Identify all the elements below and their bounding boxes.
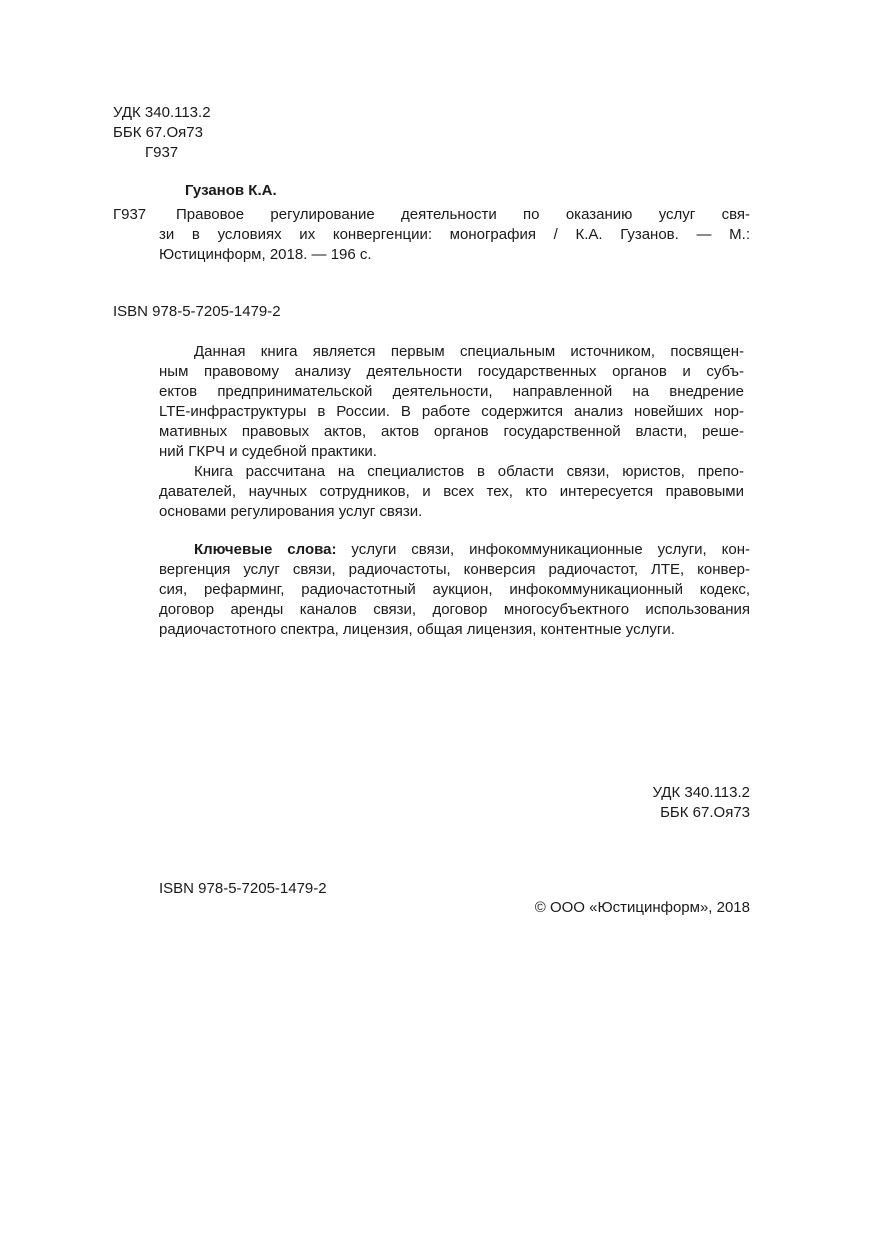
bbk-code: ББК 67.Оя73 [113,124,203,141]
abstract-line: мативных правовых актов, актов органов государственной власти, реше- [159,423,744,440]
footer-udk: УДК 340.113.2 [652,784,750,801]
abstract-line: Данная книга является первым специальным источником, посвящен- [194,343,744,360]
author-name: Гузанов К.А. [185,182,277,199]
entry-line-2: зи в условиях их конвергенции: монография / К.А. Гузанов. — М.: [159,226,750,243]
keywords-line: вергенция услуг связи, радиочастоты, конверсия радиочастот, ЛТЕ, конвер- [159,561,750,578]
keywords-line: договор аренды каналов связи, договор многосубъектного использования [159,601,750,618]
udk-code: УДК 340.113.2 [113,104,211,121]
copyright: © ООО «Юстицинформ», 2018 [534,899,750,916]
abstract-line: Книга рассчитана на специалистов в области связи, юристов, препо- [194,463,744,480]
abstract-line: давателей, научных сотрудников, и всех тех, кто интересуется правовыми [159,483,744,500]
keywords-line: сия, рефарминг, радиочастотный аукцион, инфокоммуникационный кодекс, [159,581,750,598]
abstract-line: ектов предпринимательской деятельности, направленной на внедрение [159,383,744,400]
entry-sign: Г937 [113,206,147,223]
abstract-line: ным правовому анализу деятельности государственных органов и субъ- [159,363,744,380]
keywords-line: радиочастотного спектра, лицензия, общая лицензия, контентные услуги. [159,621,675,638]
keywords-label: Ключевые слова: [194,541,337,558]
entry-line-3: Юстицинформ, 2018. — 196 с. [159,246,372,263]
isbn-top: ISBN 978-5-7205-1479-2 [113,303,281,320]
author-sign: Г937 [145,144,179,161]
footer-isbn: ISBN 978-5-7205-1479-2 [159,880,327,897]
abstract-line: LTE-инфраструктуры в России. В работе содержится анализ новейших нор- [159,403,744,420]
keywords-text: услуги связи, инфокоммуникационные услуги, кон- [336,541,750,558]
entry-line-1: Правовое регулирование деятельности по оказанию услуг свя- [176,206,750,223]
abstract-line: ний ГКРЧ и судебной практики. [159,443,377,460]
footer-bbk: ББК 67.Оя73 [660,804,750,821]
keywords-first-line [194,540,750,560]
abstract-line: основами регулирования услуг связи. [159,503,423,520]
